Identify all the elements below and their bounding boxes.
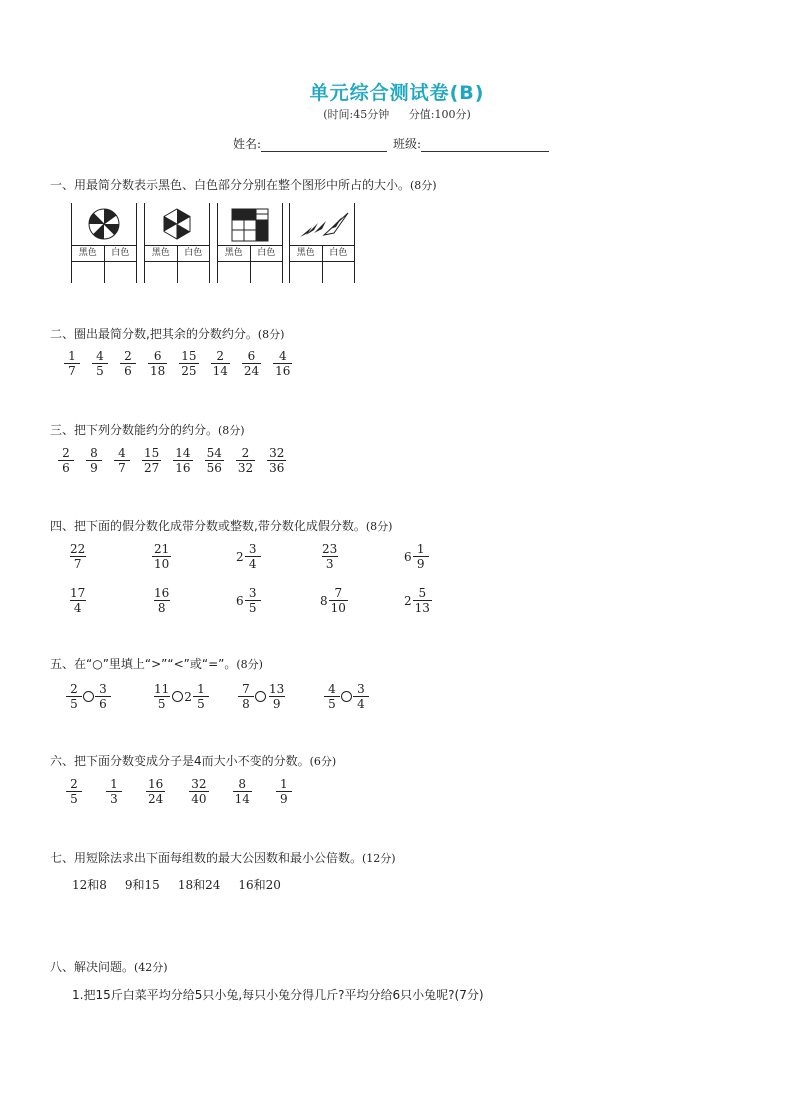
- white-label: 白色: [329, 248, 348, 258]
- denominator: 5: [66, 791, 82, 806]
- denominator: 9: [269, 696, 285, 711]
- fraction: [64, 349, 80, 378]
- mixed-number: [68, 586, 152, 615]
- fraction: [86, 446, 102, 475]
- numerator: 54: [206, 446, 222, 460]
- mixed-number: [184, 682, 209, 711]
- answer-circle[interactable]: [255, 691, 266, 702]
- denominator: 5: [193, 696, 209, 711]
- numerator: 22: [70, 542, 86, 556]
- fraction: [205, 446, 224, 475]
- numerator: 3: [248, 542, 257, 556]
- numerator: 15: [181, 349, 197, 363]
- numerator: 16: [148, 777, 164, 791]
- numerator: 3: [248, 586, 257, 600]
- fraction: [179, 349, 198, 378]
- denominator: 9: [413, 556, 429, 571]
- name-label: 姓名:: [233, 137, 262, 151]
- fraction: [92, 349, 108, 378]
- numerator: 8: [238, 777, 247, 791]
- fraction: [413, 542, 429, 571]
- fraction: [148, 349, 167, 378]
- whole-part: 6: [404, 549, 412, 564]
- number-pair: 9和15: [124, 878, 160, 892]
- figure-1: [71, 203, 137, 283]
- mixed-number: [324, 682, 340, 711]
- figure-3: [217, 203, 283, 283]
- black-label: 黑色: [218, 246, 251, 261]
- numerator: 14: [175, 446, 191, 460]
- fraction: [152, 682, 171, 711]
- fraction: [233, 777, 252, 806]
- numerator: 7: [242, 682, 250, 696]
- fraction: [58, 446, 74, 475]
- whole-part: 8: [320, 593, 328, 608]
- section-7-items: [72, 876, 299, 893]
- fraction: [276, 777, 292, 806]
- denominator: 14: [234, 792, 250, 806]
- fraction: [242, 349, 261, 378]
- numerator: 13: [269, 682, 285, 696]
- number-pair: 16和20: [238, 878, 281, 892]
- fraction: [211, 349, 230, 378]
- fraction: [66, 682, 82, 711]
- triangles-icon: [290, 203, 354, 245]
- figure-2: [144, 203, 210, 283]
- denominator: 16: [175, 461, 191, 475]
- comparison-item: [152, 682, 238, 711]
- numerator: 6: [247, 349, 256, 363]
- fraction: [68, 542, 87, 571]
- denominator: 36: [269, 461, 285, 475]
- fraction: [114, 446, 130, 475]
- mixed-number: [66, 682, 82, 711]
- section-3-fractions: [58, 446, 286, 475]
- numerator: 4: [278, 349, 287, 363]
- numerator: 21: [154, 542, 170, 556]
- mixed-number: [404, 586, 488, 615]
- numerator: 8: [90, 446, 98, 460]
- denominator: 5: [92, 363, 108, 378]
- numerator: 1: [68, 349, 76, 363]
- section-5-title: 五、在“○”里填上“>”“<”或“=”。(8分): [50, 657, 263, 671]
- denominator: 7: [70, 556, 86, 571]
- numerator: 1: [280, 777, 288, 791]
- white-label: 白色: [257, 248, 276, 258]
- page-subtitle: [0, 106, 794, 122]
- section-7-title: 七、用短除法求出下面每组数的最大公因数和最小公倍数。(12分): [50, 851, 396, 865]
- section-5-comparisons: [66, 682, 410, 711]
- mixed-number: [320, 542, 404, 571]
- hexagon-sectors-icon: [145, 203, 209, 245]
- numerator: 32: [191, 777, 207, 791]
- section-6-fractions: [66, 777, 292, 806]
- fraction: [413, 586, 432, 615]
- mixed-number: [236, 542, 320, 571]
- name-class-row: [233, 135, 549, 152]
- name-field[interactable]: [261, 137, 387, 152]
- denominator: 32: [237, 461, 254, 475]
- time-info: (时间:45分钟: [323, 108, 390, 121]
- section-2-title: 二、圈出最简分数,把其余的分数约分。(8分): [50, 327, 285, 341]
- denominator: 40: [191, 792, 207, 806]
- fraction: [68, 586, 87, 615]
- fraction: [267, 682, 286, 711]
- number-pair: 12和8: [72, 878, 107, 892]
- class-field[interactable]: [421, 137, 549, 152]
- comparison-item: [324, 682, 410, 711]
- whole-part: 6: [236, 593, 244, 608]
- fraction: [193, 682, 209, 711]
- numerator: 3: [357, 682, 365, 696]
- numerator: 23: [322, 542, 338, 556]
- section-1-title: 一、用最简分数表示黑色、白色部分分别在整个图形中所占的大小。(8分): [50, 178, 437, 192]
- denominator: 4: [245, 556, 261, 571]
- denominator: 16: [275, 364, 291, 378]
- numerator: 1: [197, 682, 205, 696]
- white-label: 白色: [184, 248, 203, 258]
- black-label: 黑色: [290, 246, 323, 261]
- numerator: 32: [269, 446, 285, 460]
- numerator: 16: [154, 586, 170, 600]
- mixed-number: [95, 682, 111, 711]
- mixed-number: [236, 586, 320, 615]
- numerator: 2: [241, 446, 250, 460]
- denominator: 24: [148, 792, 164, 806]
- fraction: [267, 446, 286, 475]
- numerator: 17: [70, 586, 86, 600]
- section-3-title: 三、把下列分数能约分的约分。(8分): [50, 423, 245, 437]
- numerator: 4: [96, 349, 104, 363]
- section-4-row-1: [68, 542, 488, 571]
- number-pair: 18和24: [177, 878, 221, 892]
- numerator: 2: [70, 682, 78, 696]
- fraction: [353, 682, 369, 711]
- fraction: [173, 446, 192, 475]
- denominator: 18: [150, 364, 166, 378]
- fraction: [245, 586, 261, 615]
- fraction: [120, 349, 136, 378]
- fraction: [152, 542, 171, 571]
- numerator: 2: [70, 777, 78, 791]
- denominator: 9: [276, 791, 292, 806]
- answer-circle[interactable]: [172, 691, 183, 702]
- fraction: [320, 542, 339, 571]
- denominator: 5: [154, 696, 170, 711]
- whole-part: 2: [236, 549, 244, 564]
- denominator: 6: [58, 460, 74, 475]
- mixed-number: [353, 682, 369, 711]
- figure-4: [289, 203, 355, 283]
- denominator: 8: [154, 600, 170, 615]
- denominator: 7: [64, 363, 80, 378]
- mixed-number: [152, 586, 236, 615]
- numerator: 3: [99, 682, 107, 696]
- fraction: [324, 682, 340, 711]
- denominator: 10: [154, 557, 170, 571]
- denominator: 9: [86, 460, 102, 475]
- whole-part: 2: [404, 593, 412, 608]
- denominator: 3: [322, 556, 338, 571]
- fraction: [152, 586, 171, 615]
- numerator: 1: [416, 542, 425, 556]
- numerator: 11: [154, 682, 170, 696]
- denominator: 5: [324, 696, 340, 711]
- denominator: 24: [243, 364, 260, 378]
- class-label: 班级:: [393, 137, 422, 151]
- denominator: 4: [70, 600, 86, 615]
- numerator: 4: [118, 446, 126, 460]
- denominator: 5: [245, 600, 261, 615]
- question-1: 1.把15斤白菜平均分给5只小兔,每只小兔分得几斤?平均分给6只小兔呢?(7分): [72, 988, 484, 1002]
- whole-part: 2: [184, 689, 192, 704]
- fraction: [238, 682, 254, 711]
- section-4-row-2: [68, 586, 488, 615]
- section-6-title: 六、把下面分数变成分子是4而大小不变的分数。(6分): [50, 754, 337, 768]
- numerator: 7: [334, 586, 343, 600]
- mixed-number: [68, 542, 152, 571]
- circle-sectors-icon: [72, 203, 136, 245]
- denominator: 5: [66, 696, 82, 711]
- numerator: 15: [144, 446, 160, 460]
- denominator: 13: [414, 601, 430, 615]
- fraction: [106, 777, 122, 806]
- fraction: [95, 682, 111, 711]
- denominator: 6: [95, 696, 111, 711]
- mixed-number: [404, 542, 488, 571]
- denominator: 10: [330, 601, 346, 615]
- black-label: 黑色: [72, 246, 105, 261]
- denominator: 3: [106, 791, 122, 806]
- denominator: 8: [238, 696, 254, 711]
- numerator: 2: [216, 349, 225, 363]
- numerator: 6: [153, 349, 162, 363]
- fraction: [273, 349, 292, 378]
- fraction: [189, 777, 208, 806]
- score-info: 分值:100分): [408, 108, 471, 121]
- grid-squares-icon: [218, 203, 282, 245]
- comparison-item: [66, 682, 152, 711]
- numerator: 2: [124, 349, 132, 363]
- mixed-number: [152, 682, 171, 711]
- numerator: 1: [110, 777, 118, 791]
- fraction: [146, 777, 165, 806]
- numerator: 2: [62, 446, 70, 460]
- mixed-number: [267, 682, 286, 711]
- denominator: 14: [212, 364, 228, 378]
- numerator: 5: [418, 586, 427, 600]
- fraction: [236, 446, 255, 475]
- page-title: 单元综合测试卷(B): [309, 82, 485, 104]
- denominator: 6: [120, 363, 136, 378]
- section-2-fractions: [64, 349, 292, 378]
- black-label: 黑色: [145, 246, 178, 261]
- white-label: 白色: [111, 248, 130, 258]
- answer-circle[interactable]: [83, 691, 94, 702]
- denominator: 4: [353, 696, 369, 711]
- denominator: 56: [206, 461, 222, 475]
- answer-circle[interactable]: [341, 691, 352, 702]
- mixed-number: [320, 586, 404, 615]
- mixed-number: [238, 682, 254, 711]
- fraction: [66, 777, 82, 806]
- fraction: [142, 446, 161, 475]
- denominator: 27: [144, 461, 160, 475]
- section-8-title: 八、解决问题。(42分): [50, 960, 168, 974]
- fraction: [329, 586, 348, 615]
- comparison-item: [238, 682, 324, 711]
- numerator: 4: [328, 682, 336, 696]
- denominator: 7: [114, 460, 130, 475]
- section-4-title: 四、把下面的假分数化成带分数或整数,带分数化成假分数。(8分): [50, 519, 393, 533]
- mixed-number: [152, 542, 236, 571]
- denominator: 25: [181, 364, 197, 378]
- fraction: [245, 542, 261, 571]
